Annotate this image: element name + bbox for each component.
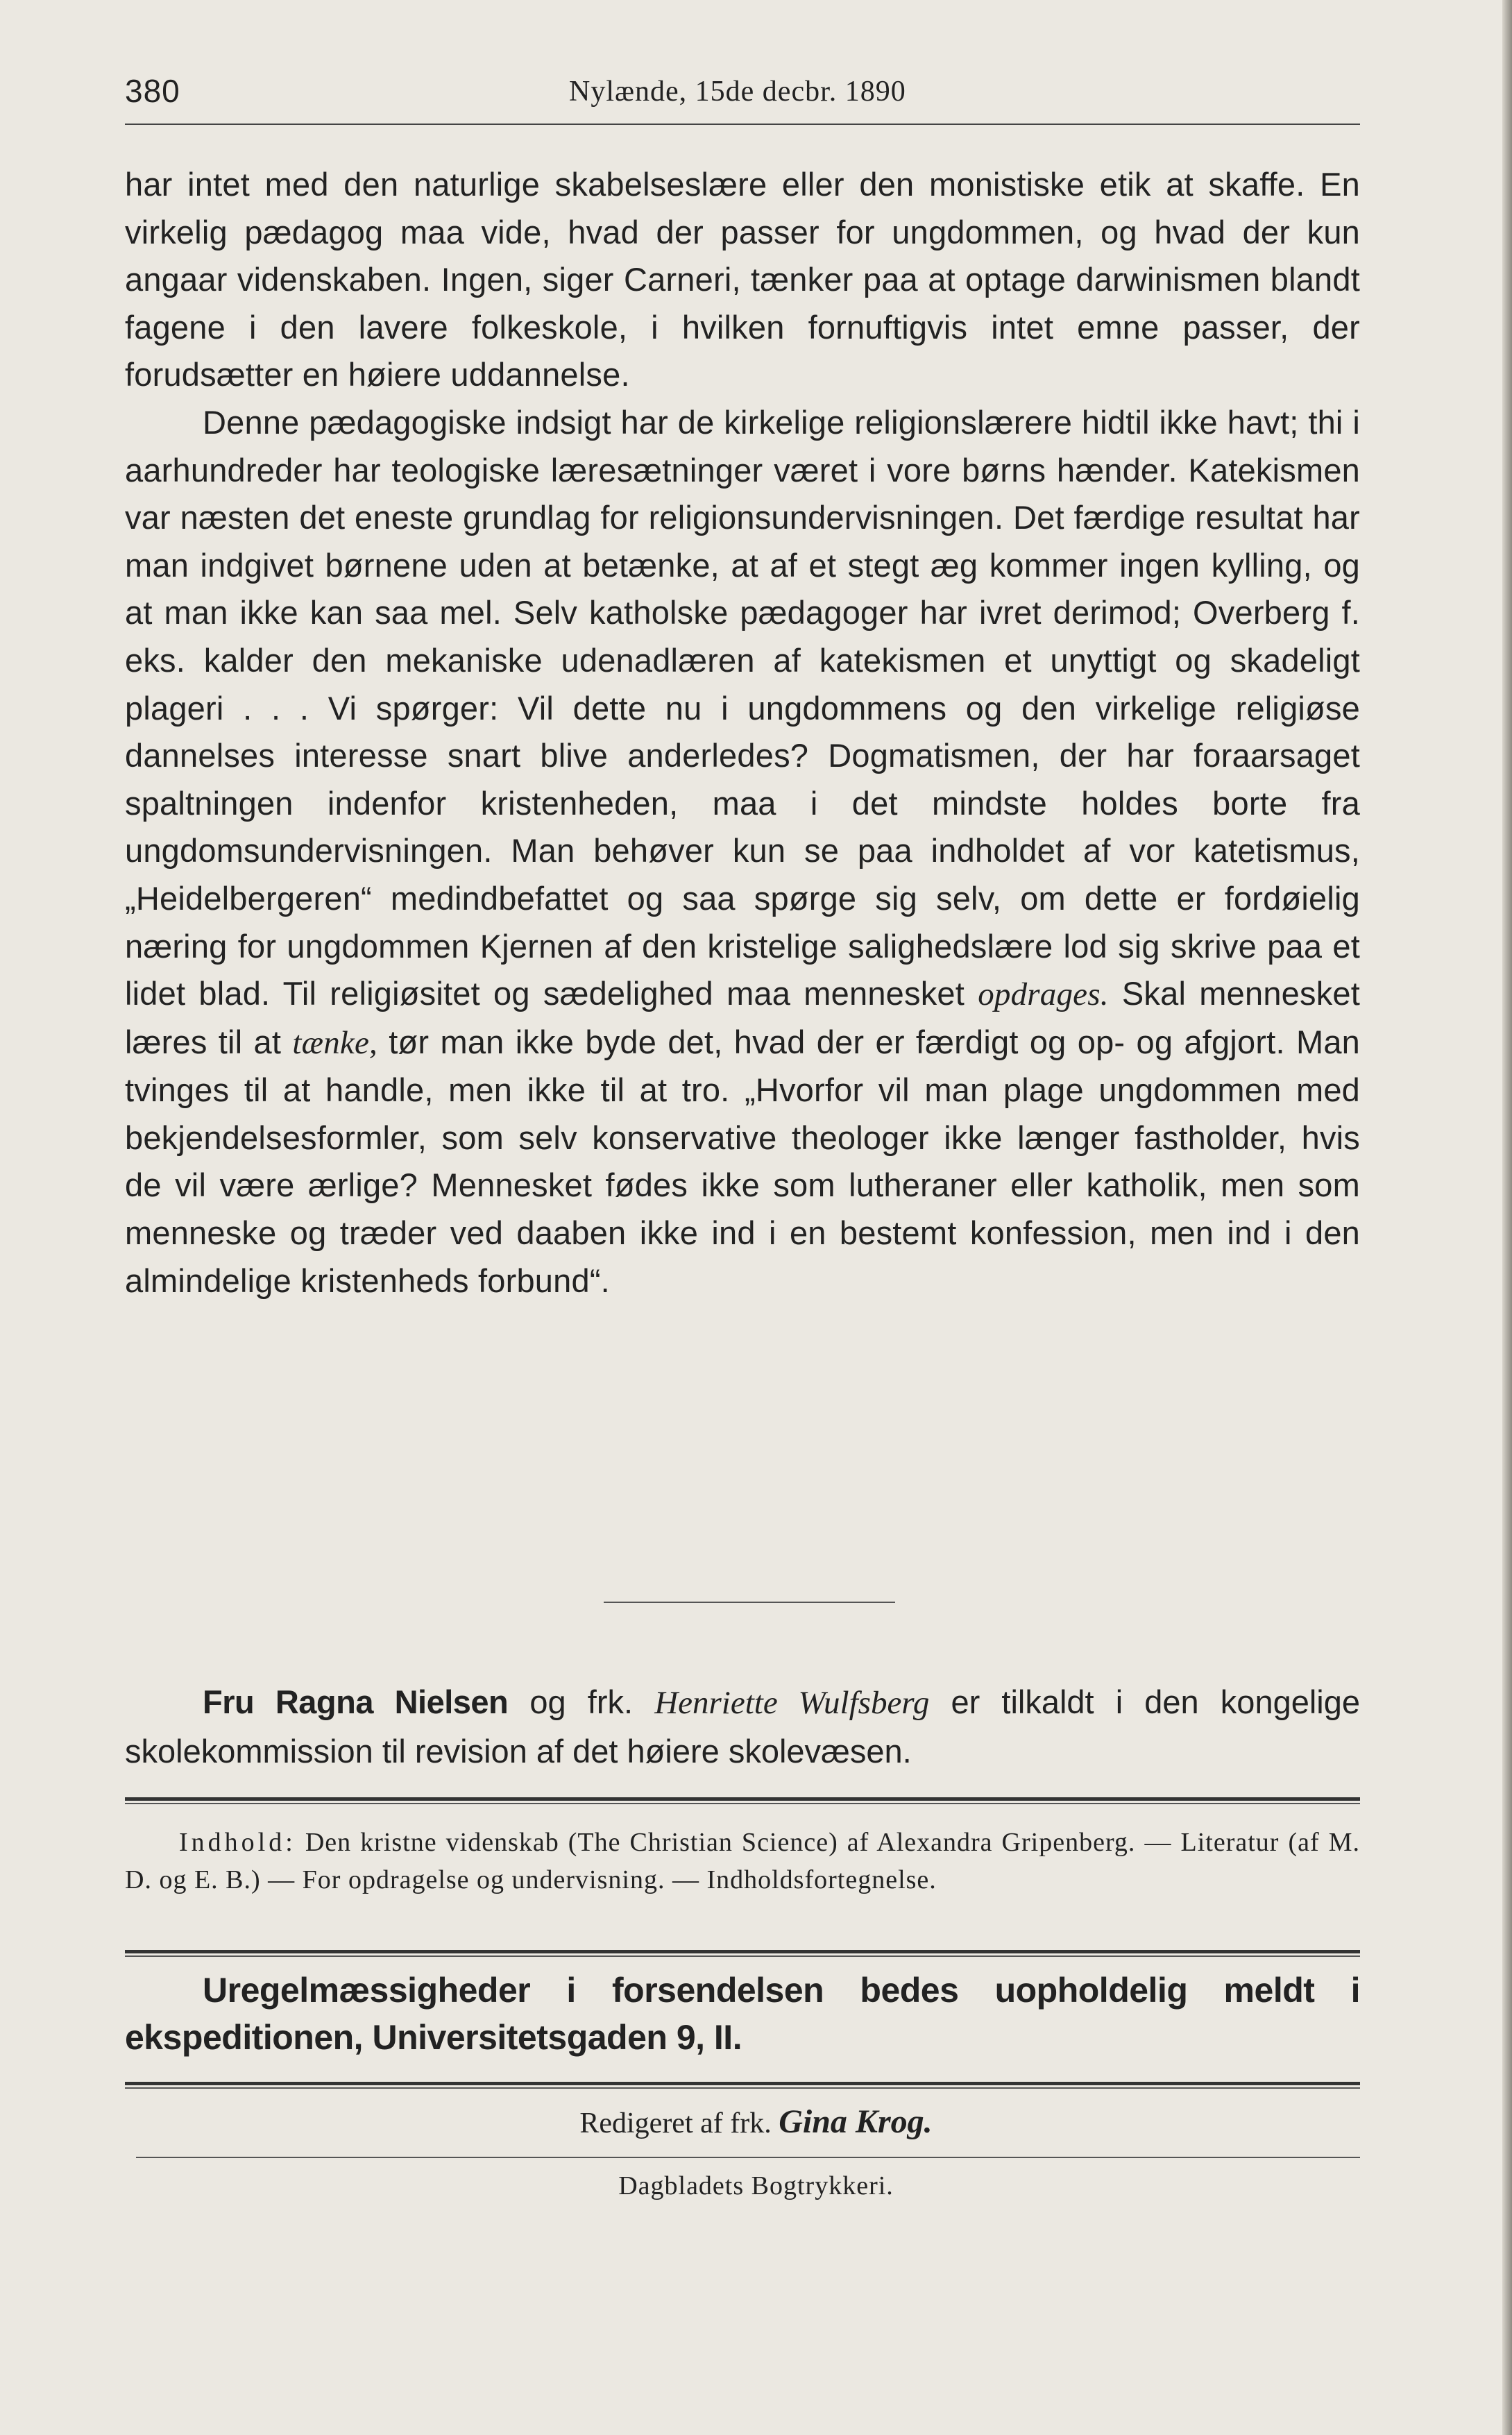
table-of-contents xyxy=(125,1824,1360,1899)
page-header xyxy=(125,72,1360,128)
notice-connector: og frk. xyxy=(529,1683,634,1720)
article-body xyxy=(125,161,1360,1305)
editor-line xyxy=(0,2103,1512,2141)
contents-label: Indhold: xyxy=(179,1828,296,1857)
page-edge-shadow xyxy=(1502,0,1512,2435)
warning-top-rule xyxy=(125,1950,1360,1957)
section-divider xyxy=(604,1602,895,1603)
delivery-warning: Uregelmæssigheder i forsendelsen bedes uopholdelig meldt i ekspeditionen, Universitetsgaden 9, II. xyxy=(125,1971,1360,2057)
notice-name-1: Fru Ragna Nielsen xyxy=(203,1683,509,1720)
article-paragraph-2 xyxy=(125,399,1360,1305)
footer-rule xyxy=(136,2157,1360,2158)
paragraph-2-text-a: Denne pædagogiske indsigt har de kirkelige religionslærere hidtil ikke havt; thi i aarhundreder har teologiske læresætninger været i vore børns hænder. Katekismen var næsten det eneste grundlag for religionsundervisningen. Det færdige resultat har man indgivet børnene uden at betænke, at af et stegt æg kommer ingen kylling, og at man ikke kan saa mel. Selv katholske pædagoger har ivret derimod; Overberg f. eks. kalder den mekaniske udenadlæren af katekismen et unyttigt og skadeligt plageri . . . Vi spørger: Vil dette nu i ungdommens og den virkelige religiøse dannelses interesse snart blive anderledes? Dogmatismen, der har foraarsaget spaltningen indenfor kristenheden, maa i det mindste holdes borte fra ungdomsundervisningen. Man behøver kun se paa indholdet af vor katetismus, „Heidelbergeren“ medindbefattet og saa spørge sig selv, om dette er fordøielig næring for ungdommen Kjernen af den kristelige salighedslære lod sig skrive paa et lidet blad. Til religiøsitet og sædelighed maa mennesket xyxy=(125,403,1360,1012)
printer-line: Dagbladets Bogtrykkeri. xyxy=(618,2171,894,2200)
warning-bottom-rule xyxy=(125,2082,1360,2089)
commission-notice xyxy=(125,1678,1360,1776)
emphasis-taenke: tænke, xyxy=(292,1024,377,1061)
editor-name: Gina Krog. xyxy=(779,2103,933,2140)
article-paragraph-1: har intet med den naturlige skabelseslære eller den monistiske etik at skaffe. En virkelig pædagog maa vide, hvad der passer for ungdommen, og hvad der kun angaar videnskaben. Ingen, siger Carneri, tænker paa at optage darwinismen blandt fagene i den lavere folkeskole, i hvilken fornuftigvis intet emne passer, der forudsætter en høiere uddannelse. xyxy=(125,166,1360,393)
page-number: 380 xyxy=(125,73,180,109)
edited-by-label: Redigeret af frk. xyxy=(579,2107,772,2139)
emphasis-opdrages: opdrages. xyxy=(978,976,1109,1013)
contents-top-rule xyxy=(125,1797,1360,1804)
header-rule xyxy=(125,124,1360,125)
paragraph-2-text-b: Skal mennesket læres til at xyxy=(125,975,1360,1060)
contents-text: Den kristne videnskab (The Christian Science) af Alexandra Gripenberg. — Literatur (af M. D. og E. B.) — For opdragelse og undervisning. — Indholdsfortegnelse. xyxy=(125,1828,1360,1894)
notice-name-2: Henriette Wulfsberg xyxy=(654,1685,930,1721)
running-title: Nylænde, 15de decbr. 1890 xyxy=(569,76,906,108)
paragraph-2-text-c: tør man ikke byde det, hvad der er færdigt og op- og afgjort. Man tvinges til at handle, men ikke til at tro. „Hvorfor vil man plage ungdommen med bekjendelsesformler, som selv konservative theologer ikke længer fastholder, hvis de vil være ærlige? Mennesket fødes ikke som lutheraner eller katholik, men som menneske og træder ved daaben ikke ind i en bestemt konfession, men ind i den almindelige kristenheds forbund“. xyxy=(125,1023,1360,1299)
notice-rest: er tilkaldt i den kongelige skolekommission til revision af det høiere skolevæsen. xyxy=(125,1683,1361,1770)
